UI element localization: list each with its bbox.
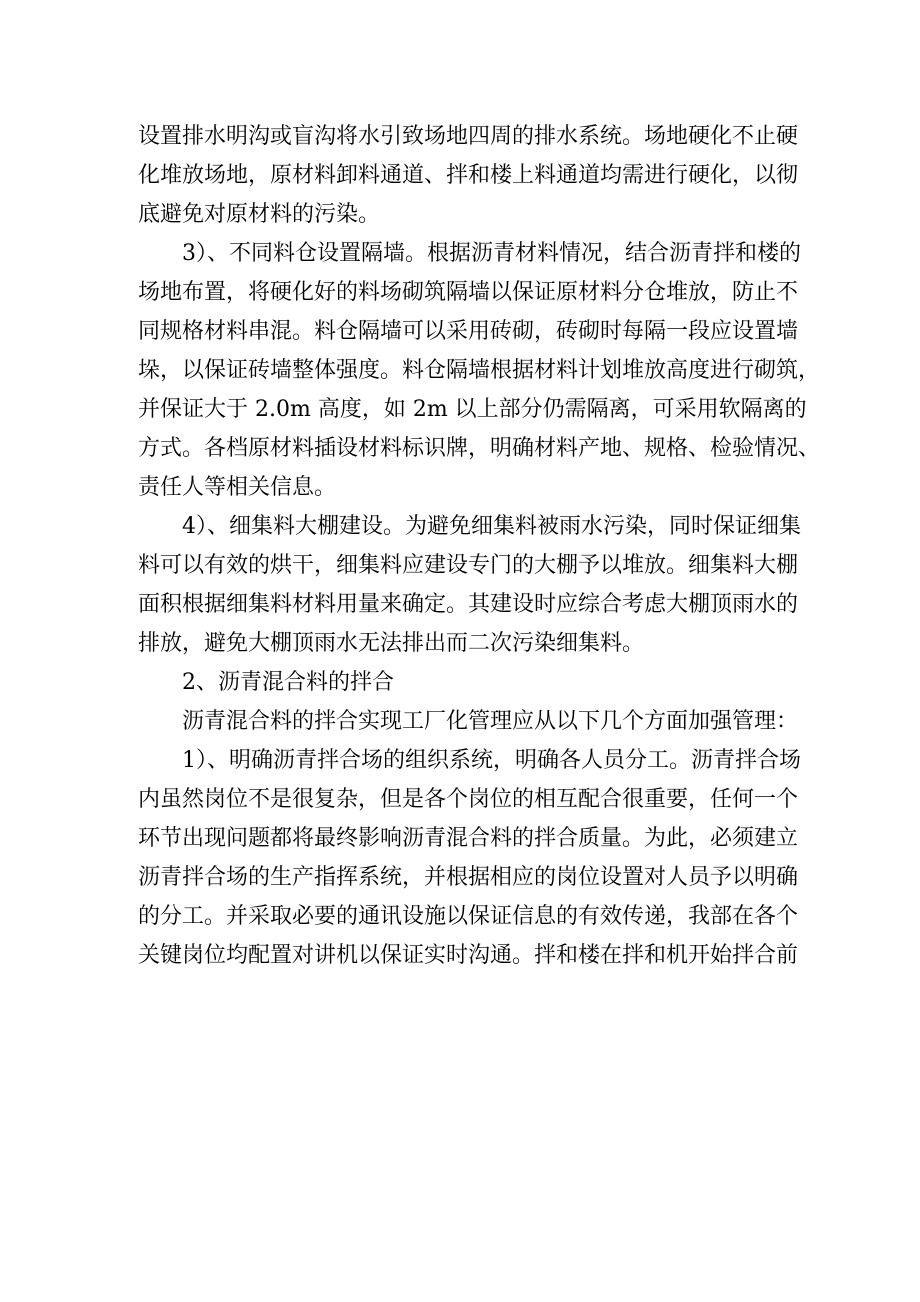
text-line: 设置排水明沟或盲沟将水引致场地四周的排水系统。场地硬化不止硬 <box>138 124 799 149</box>
text-line: 3）、不同料仓设置隔墙。根据沥青材料情况，结合沥青拌和楼的 <box>182 241 801 266</box>
text-line: 内虽然岗位不是很复杂，但是各个岗位的相互配合很重要，任何一个 <box>138 787 799 812</box>
text-line: 料可以有效的烘干，细集料应建设专门的大棚予以堆放。细集料大棚 <box>138 553 799 578</box>
text-line: 沥青混合料的拌合实现工厂化管理应从以下几个方面加强管理： <box>182 709 799 734</box>
paragraph-organization <box>138 741 801 975</box>
text-line: 场地布置，将硬化好的料场砌筑隔墙以保证原材料分仓堆放，防止不 <box>138 280 799 305</box>
text-line: 环节出现问题都将最终影响沥青混合料的拌合质量。为此，必须建立 <box>138 826 799 851</box>
text-line: 4）、细集料大棚建设。为避免细集料被雨水污染，同时保证细集 <box>182 514 801 539</box>
text-line: 并保证大于 2.0m 高度，如 2m 以上部分仍需隔离，可采用软隔离的 <box>138 397 807 422</box>
text-line: 排放，避免大棚顶雨水无法排出而二次污染细集料。 <box>138 631 645 656</box>
text-line: 底避免对原材料的污染。 <box>138 202 381 227</box>
paragraph-heading-mixing <box>138 663 798 702</box>
text-line: 面积根据细集料材料用量来确定。其建设时应综合考虑大棚顶雨水的 <box>138 592 799 617</box>
text-line: 2、沥青混合料的拌合 <box>182 670 394 695</box>
paragraph-drainage <box>138 117 798 234</box>
paragraph-shed <box>138 507 801 663</box>
text-line: 化堆放场地，原材料卸料通道、拌和楼上料通道均需进行硬化，以彻 <box>138 163 799 188</box>
text-line: 同规格材料串混。料仓隔墙可以采用砖砌，砖砌时每隔一段应设置墙 <box>138 319 799 344</box>
text-line: 的分工。并采取必要的通讯设施以保证信息的有效传递，我部在各个 <box>138 904 799 929</box>
text-line: 1）、明确沥青拌合场的组织系统，明确各人员分工。沥青拌合场 <box>182 748 801 773</box>
document-body <box>138 117 821 975</box>
text-line: 关键岗位均配置对讲机以保证实时沟通。拌和楼在拌和机开始拌合前 <box>138 943 799 968</box>
paragraph-partition <box>138 234 821 507</box>
text-line: 沥青拌合场的生产指挥系统，并根据相应的岗位设置对人员予以明确 <box>138 865 799 890</box>
text-line: 垛，以保证砖墙整体强度。料仓隔墙根据材料计划堆放高度进行砌筑， <box>138 358 821 383</box>
text-line: 责任人等相关信息。 <box>138 475 337 500</box>
text-line: 方式。各档原材料插设材料标识牌，明确材料产地、规格、检验情况、 <box>138 436 821 461</box>
paragraph-intro-mixing <box>138 702 798 741</box>
